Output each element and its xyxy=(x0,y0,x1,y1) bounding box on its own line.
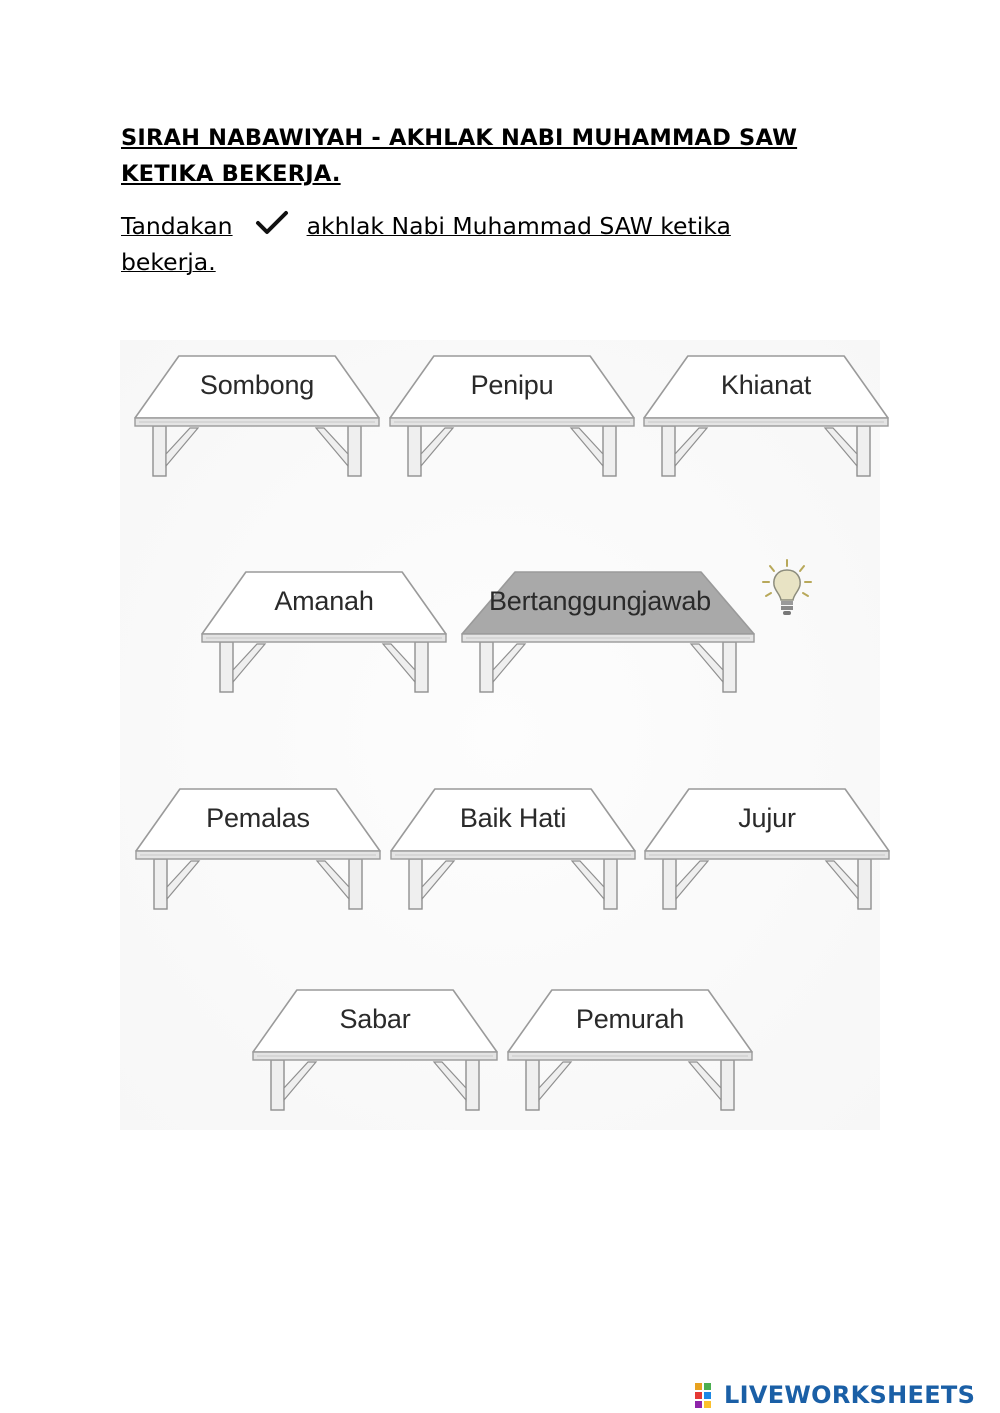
table-label: Jujur xyxy=(738,803,796,833)
table-label: Baik Hati xyxy=(459,803,567,833)
answer-table-sabar[interactable] xyxy=(249,986,501,1112)
table-label: Bertanggungjawab xyxy=(489,586,711,616)
lightbulb-icon xyxy=(760,558,814,620)
table-label: Sabar xyxy=(339,1004,411,1034)
answer-table-pemalas[interactable] xyxy=(132,785,384,911)
table-label: Pemalas xyxy=(206,803,310,833)
checkmark-icon xyxy=(255,210,289,236)
answer-table-bertanggungjawab[interactable] xyxy=(458,568,758,694)
table-label: Khianat xyxy=(720,370,812,400)
instruction-after: akhlak Nabi Muhammad SAW ketika xyxy=(306,212,731,240)
answer-table-jujur[interactable] xyxy=(641,785,893,911)
title-line-1: SIRAH NABAWIYAH - AKHLAK NABI MUHAMMAD SAW xyxy=(121,125,798,151)
title-line-2: KETIKA BEKERJA. xyxy=(121,161,341,187)
answer-table-pemurah[interactable] xyxy=(504,986,756,1112)
answer-table-amanah[interactable] xyxy=(198,568,450,694)
instruction-text xyxy=(121,208,841,280)
liveworksheets-brand-text: LIVEWORKSHEETS xyxy=(724,1381,976,1409)
instruction-before: Tandakan xyxy=(121,212,233,240)
liveworksheets-logo-mark xyxy=(694,1381,722,1409)
answer-table-khianat[interactable] xyxy=(640,352,892,478)
worksheet-title xyxy=(121,120,841,192)
answer-table-penipu[interactable] xyxy=(386,352,638,478)
table-label: Amanah xyxy=(274,586,374,616)
table-label: Sombong xyxy=(199,370,315,400)
liveworksheets-logo xyxy=(694,1378,975,1412)
table-label: Penipu xyxy=(470,370,554,400)
table-label: Pemurah xyxy=(575,1004,685,1034)
instruction-line-2: bekerja. xyxy=(121,248,216,276)
answer-table-sombong[interactable] xyxy=(131,352,383,478)
answer-table-baik-hati[interactable] xyxy=(387,785,639,911)
